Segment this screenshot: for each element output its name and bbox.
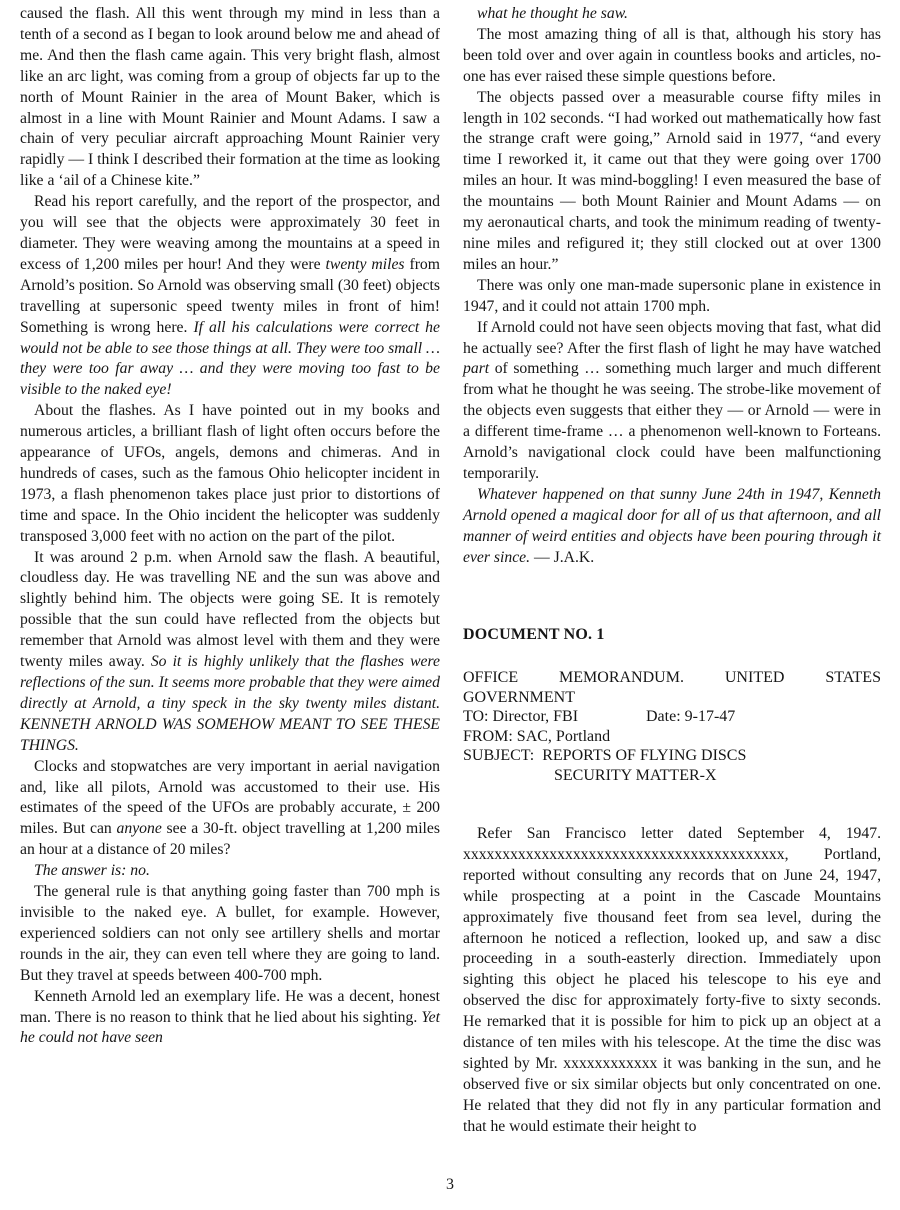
document-heading: DOCUMENT NO. 1 [463, 626, 605, 643]
paragraph: There was only one man-made supersonic plane in existence in 1947, and it could not attain 1700 mph. [463, 276, 881, 315]
memo-to-line [463, 707, 881, 727]
paragraph: Read his report carefully, and the report of the prospector, and you will see that the objects were approximately 30 feet in diameter. They were weaving among the mountains at a speed in excess of 1,200 miles per hour! And they were twenty miles from Arnold’s position. So Arnold was observing small (30 feet) objects travelling at supersonic speed twenty miles in front of him! Something is wrong here. If all his calculations were correct he would not be able to see those things at all. They were too small … they were too far away … and they were moving too fast to be visible to the naked eye! [20, 193, 440, 399]
page-number: 3 [446, 1176, 454, 1193]
paragraph: The most amazing thing of all is that, although his story has been told over and over again in countless books and articles, no-one has ever raised these simple questions before. [463, 25, 881, 85]
paragraph: About the flashes. As I have pointed out in my books and numerous articles, a brilliant flash of light often occurs before the appearance of UFOs, angels, demons and chimeras. And in hundreds of cases, such as the famous Ohio helicopter incident in 1973, a flash phenomenon takes place just prior to distortions of time and space. In the Ohio incident the helicopter was suddenly transposed 3,000 feet with no action on the part of the pilot. [20, 402, 440, 545]
memo-title-line: OFFICE MEMORANDUM. UNITED STATES [463, 669, 881, 686]
left-column [20, 4, 440, 1049]
memo-from: FROM: SAC, Portland [463, 727, 611, 745]
memo-title-line-2: GOVERNMENT [463, 688, 575, 706]
paragraph: what he thought he saw. [477, 5, 628, 22]
paragraph: Clocks and stopwatches are very important in aerial navigation and, like all pilots, Arnold was accustomed to their use. His estimates of the speed of the UFOs are probably accurate, ± 200 miles. But can anyone see a 30-ft. object travelling at 1,200 miles an hour at a distance of 20 miles? [20, 757, 440, 859]
memo-date: Date: 9-17-47 [646, 708, 736, 725]
memo-header [463, 668, 881, 785]
paragraph: Whatever happened on that sunny June 24th in 1947, Kenneth Arnold opened a magical door for all of us that afternoon, and all manner of weird entities and objects have been pouring through it ever since. — J.A.K. [463, 485, 881, 566]
paragraph: The answer is: no. [34, 862, 150, 880]
paragraph: If Arnold could not have seen objects moving that fast, what did he actually see? After the first flash of light he may have watched part of something … something much larger and much different from what he thought he was seeing. The strobe-like movement of the objects even suggests that either they — or Arnold — were in a different time-frame … a phenomenon well-known to Forteans. Arnold’s navigational clock could have been malfunctioning temporarily. [463, 318, 881, 482]
memo-body [463, 824, 881, 1138]
paragraph: Refer San Francisco letter dated September 4, 1947. xxxxxxxxxxxxxxxxxxxxxxxxxxxxxxxxxxxxxxxxx, Portland, reported without consulting any records that on June 24, 1947, while prospecting at a point in the Cascade Mountains approximately five thousand feet from sea level, during the afternoon he noticed a reflection, looked up, and saw a disc proceeding in a south-easterly direction. Immediately upon sighting this object he placed his telescope to his eye and observed the disc for approximately forty-five to sixty seconds. He remarked that it is possible for him to pick up an object at a distance of ten miles with his telescope. At the time the disc was sighted by Mr. xxxxxxxxxxxx it was banking in the sun, and he observed five or six similar objects but only concentrated on one. He related that they did not fly in any particular formation and that he would estimate their height to [463, 825, 881, 1135]
paragraph: It was around 2 p.m. when Arnold saw the flash. A beautiful, cloudless day. He was travelling NE and the sun was above and slightly behind him. The objects were going SE. It is remotely possible that the sun could have reflected from the objects but remember that Arnold was almost level with them and they were twenty miles away. So it is highly unlikely that the flashes were reflections of the sun. It seems more probable that they were aimed directly at Arnold, a tiny speck in the sky twenty miles distant. KENNETH ARNOLD WAS SOMEHOW MEANT TO SEE THESE THINGS. [20, 548, 440, 754]
paragraph: The general rule is that anything going faster than 700 mph is invisible to the naked eye. A bullet, for example. However, experienced soldiers can not only see artillery shells and mortar rounds in the air, they can even tell where they are going to land. But they travel at speeds between 400-700 mph. [20, 883, 440, 984]
paragraph: Kenneth Arnold led an exemplary life. He was a decent, honest man. There is no reason to think that he lied about his sighting. Yet he could not have seen [20, 987, 440, 1047]
paragraph: caused the flash. All this went through my mind in less than a tenth of a second as I began to look around below me and ahead of me. And then the flash came again. This very bright flash, almost like an arc light, was coming from a group of objects far up to the north of Mount Rainier in the area of Mount Baker, which is almost in a line with Mount Rainier and Mount Adams. I saw a chain of very peculiar aircraft approaching Mount Rainier very rapidly — I think I described their formation at the time as looking like a ‘ail of a Chinese kite.” [20, 5, 440, 190]
right-column [463, 4, 881, 568]
paragraph: The objects passed over a measurable course fifty miles in length in 102 seconds. “I had worked out mathematically how fast the strange craft were going,” Arnold said in 1977, “and every time I reworked it, it came out that they were going over 1700 miles an hour. It was mind-boggling! I even measured the base of the mountains — both Mount Rainier and Mount Adams — on my aeronautical charts, and took the minimum reading of twenty-nine miles and refigured it; they still clocked out at over 1300 miles an hour.” [463, 88, 881, 273]
memo-subject: SUBJECT: REPORTS OF FLYING DISCS [463, 747, 747, 764]
memo-to: TO: Director, FBI [463, 708, 579, 725]
memo-subject-2: SECURITY MATTER-X [554, 766, 717, 784]
